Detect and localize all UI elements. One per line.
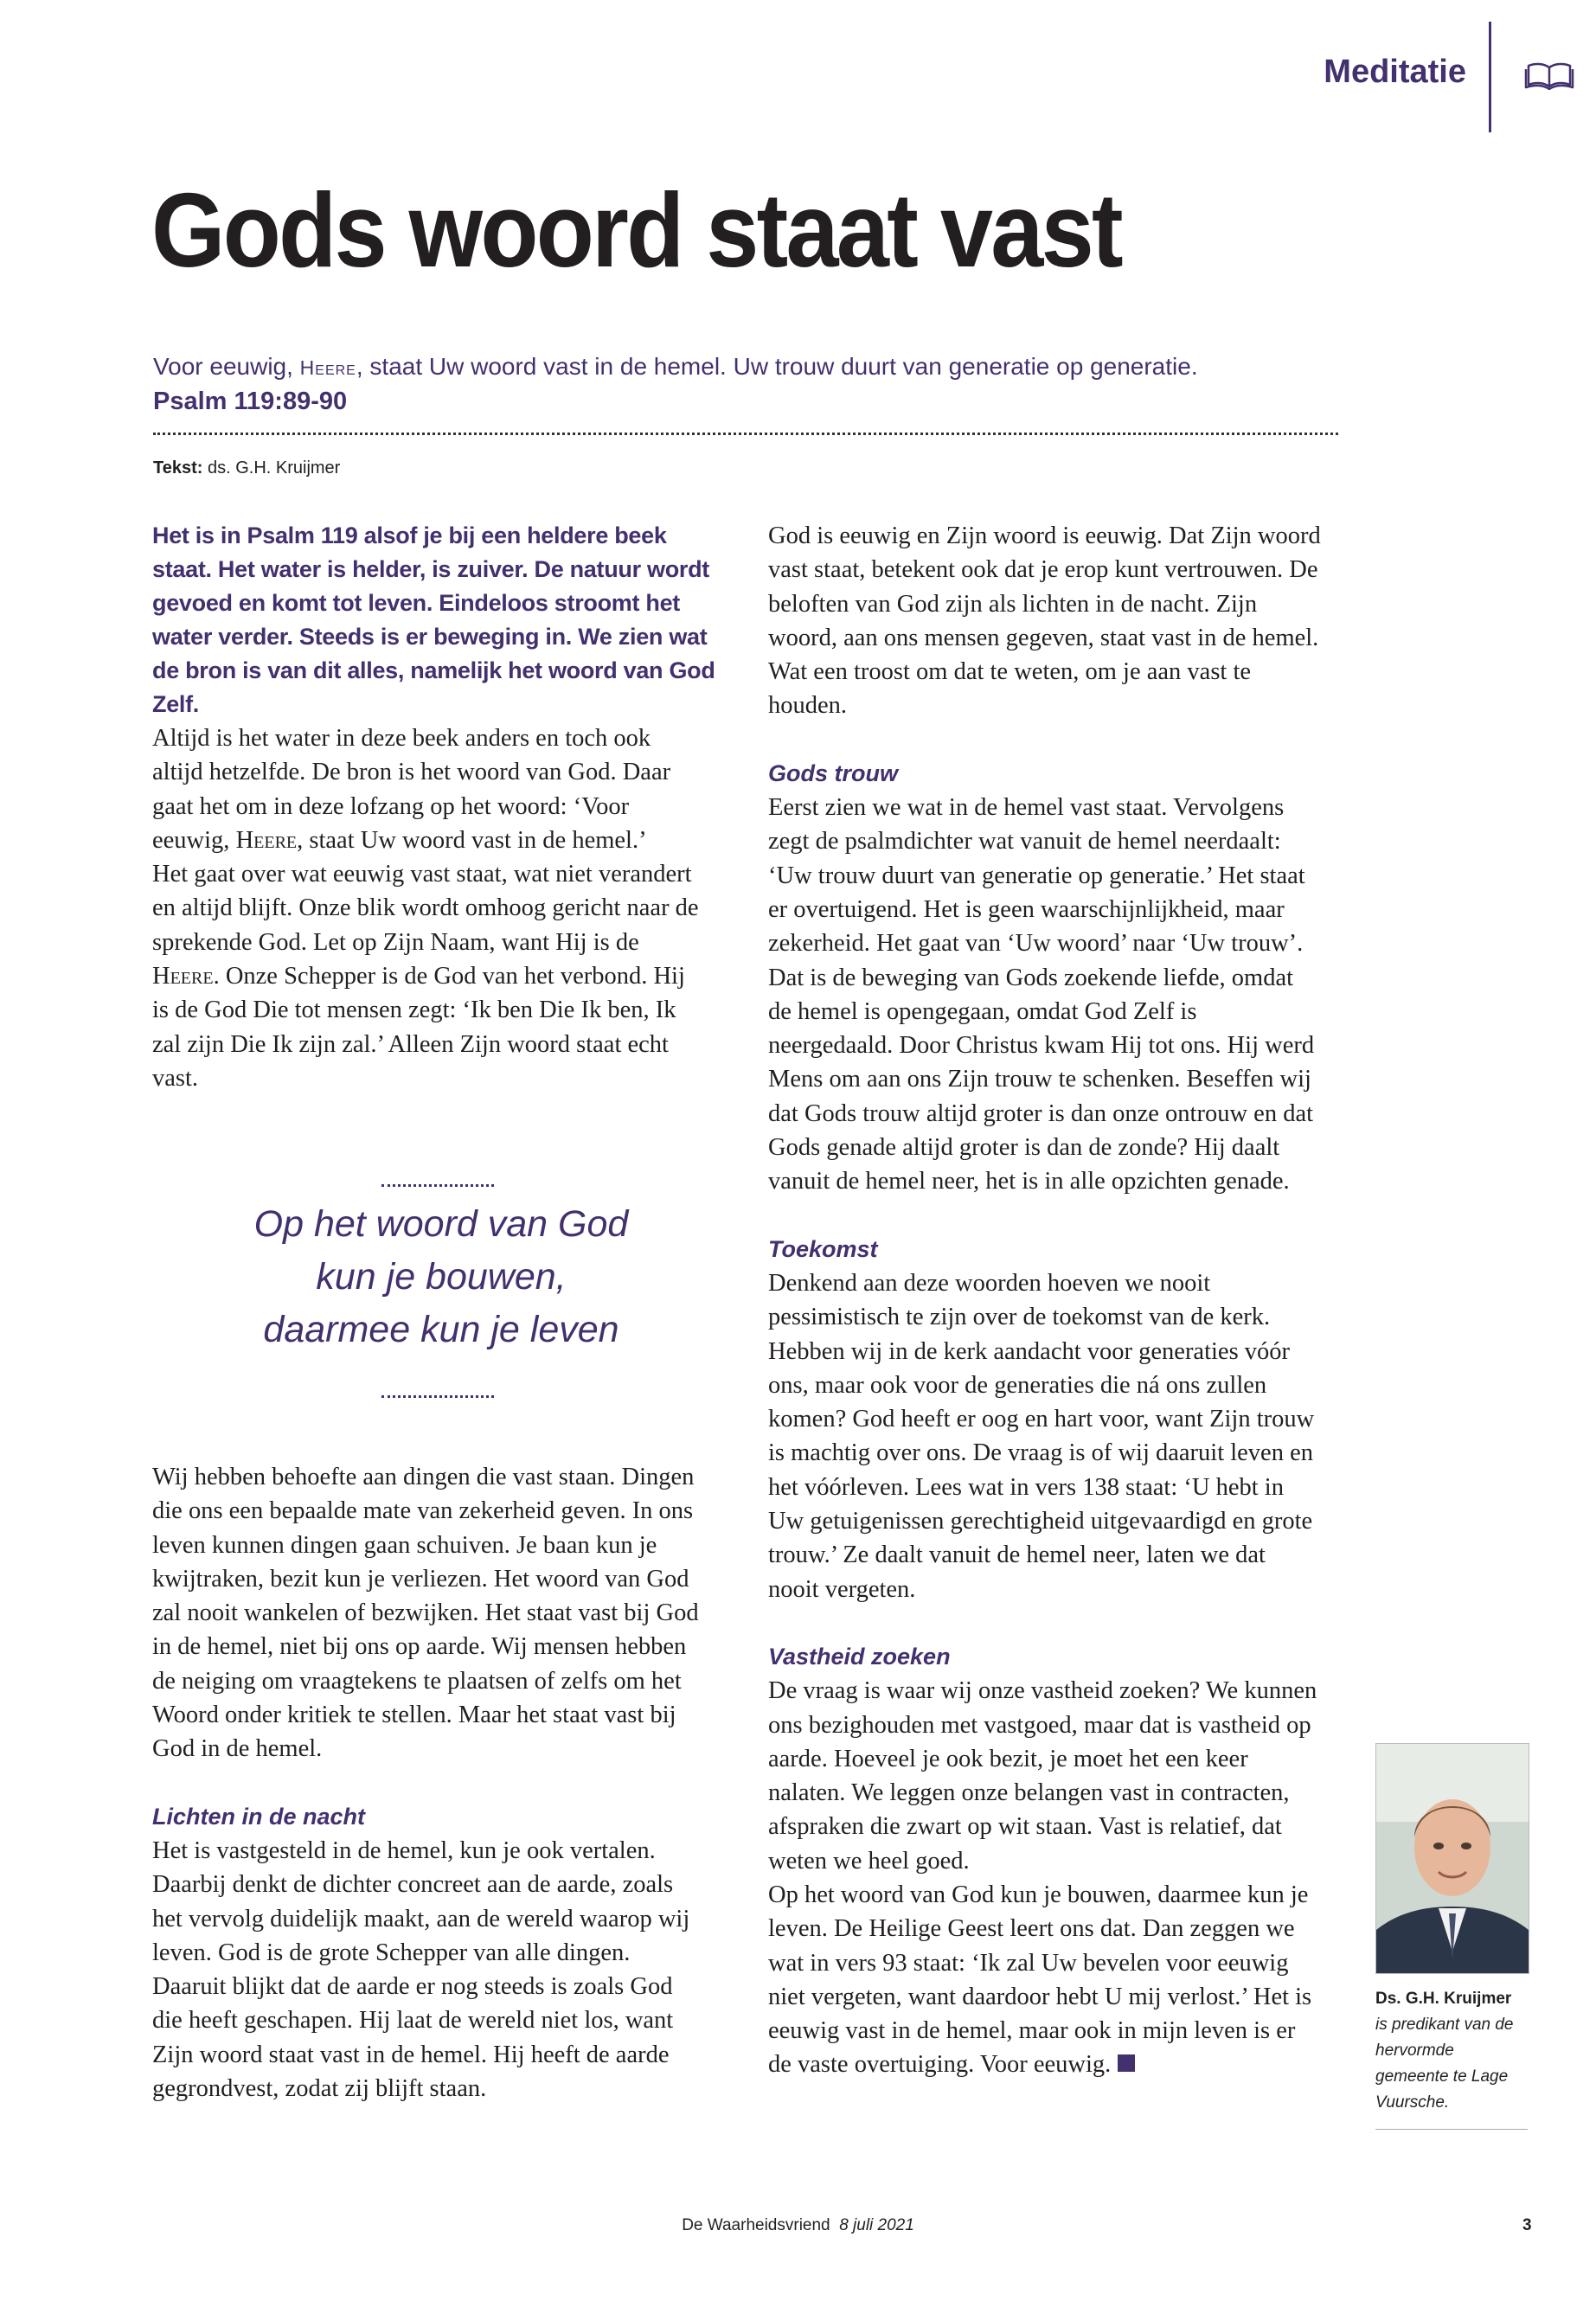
paragraph: Eerst zien we wat in de hemel vast staat. Vervolgens zegt de psalmdichter wat vanuit de hemel neerdaalt: ‘Uw trouw duurt van generatie op generatie.’ Het staat er overtuigend. Het is geen waarschijnlijkheid, maar zekerheid. Het gaat van ‘Uw woord’ naar ‘Uw trouw’. Dat is de beweging van Gods zoekende liefde, omdat de hemel is opengegaan, omdat God Zelf is neergedaald. Door Christus kwam Hij tot ons. Hij werd Mens om aan ons Zijn trouw te schenken. Beseffen wij dat Gods trouw altijd groter is dan onze ontrouw en dat Gods genade altijd groter is dan de zonde? Hij daalt vanuit de hemel neer, het is in alle opzichten genade. (768, 794, 1315, 1195)
text-run: . Onze Schepper is de God van het verbond. Hij is de God Die tot mensen zegt: ‘Ik ben Die Ik ben, Ik zal zijn Die Ik zijn zal.’ Alleen Zijn woord staat echt vast. (152, 963, 685, 1092)
paragraph (768, 1878, 1322, 2082)
author-name: Ds. G.H. Kruijmer (1375, 1990, 1512, 2008)
dotted-divider (153, 433, 1338, 435)
paragraph: Het is vastgesteld in de hemel, kun je ook vertalen. Daarbij denkt de dichter concreet aan de aarde, zoals het vervolg duidelijk maakt, aan de wereld waarop wij leven. God is de grote Schepper van alle dingen. Daaruit blijkt dat de aarde er nog steeds is zoals God die heeft geschapen. Hij laat de wereld niet los, want Zijn woord staat vast in de hemel. Hij heeft de aarde gegrondvest, zodat zij blijft staan. (152, 1836, 690, 2103)
lead-paragraph: Het is in Psalm 119 alsof je bij een heldere beek staat. Het water is helder, is zuiver. De natuur wordt gevoed en komt tot leven. Eindeloos stroomt het water verder. Steeds is er beweging in. We zien wat de bron is van dit alles, namelijk het woord van God Zelf. (152, 522, 715, 717)
epigraph (153, 349, 1198, 385)
lord-name: Heere (235, 826, 298, 854)
author-bio: is predikant van de hervormde gemeente te Lage Vuursche. (1375, 2016, 1514, 2112)
paragraph: Wij hebben behoefte aan dingen die vast staan. Dingen die ons een bepaalde mate van zekerheid geven. In ons leven kunnen dingen gaan schuiven. Je baan kun je kwijtraken, bezit kun je verliezen. Het woord van God zal nooit wankelen of bezwijken. Het staat vast bij God in de hemel, niet bij ons op aarde. Wij mensen hebben de neiging om vraagtekens te plaatsen of zelfs om het Woord onder kritiek te stellen. Maar het staat vast bij God in de hemel. (152, 1464, 699, 1763)
section-label: Meditatie (1324, 54, 1466, 90)
open-book-icon (1524, 61, 1574, 90)
subheading: Vastheid zoeken (768, 1643, 951, 1670)
byline-author: ds. G.H. Kruijmer (207, 458, 341, 478)
footer (0, 2216, 1596, 2235)
text-run: Altijd is het water in deze beek anders en toch ook altijd hetzelfde. De bron is het woord van God. Daar gaat het om in deze lofzang op het woord: ‘Voor eeuwig, (152, 725, 671, 854)
pullquote-line: Op het woord van God (253, 1203, 629, 1245)
column-1-top (152, 721, 706, 1095)
page-number: 3 (1522, 2216, 1532, 2234)
paragraph: Denkend aan deze woorden hoeven we nooit pessimistisch te zijn over de toekomst van de kerk. Hebben wij in de kerk aandacht voor generaties vóór ons, maar ook voor de generaties die ná ons zullen komen? God heeft er oog en hart voor, want Zijn trouw is machtig over ons. De vraag is of wij daaruit leven en het vóórleven. Lees wat in vers 138 staat: ‘U hebt in Uw getuigenissen gerechtigheid uitgevaardigd en grote trouw.’ Ze daalt vanuit de hemel neer, laten we dat nooit vergeten. (768, 1269, 1315, 1603)
byline (153, 458, 340, 478)
issue-date: 8 juli 2021 (839, 2216, 914, 2234)
subheading: Gods trouw (768, 760, 898, 786)
text-run: Het gaat over wat eeuwig vast staat, wat niet verandert en altijd blijft. Onze blik wordt omhoog gericht naar de sprekende God. Let op Zijn Naam, want Hij is de (152, 861, 699, 956)
paragraph (152, 721, 706, 857)
column-2 (768, 519, 1322, 2082)
pullquote-line: daarmee kun je leven (263, 1309, 619, 1350)
paragraph (152, 857, 706, 1095)
column-1-bottom (152, 1460, 706, 2106)
publication-name: De Waarheidsvriend (682, 2216, 830, 2234)
paragraph: God is eeuwig en Zijn woord is eeuwig. Dat Zijn woord vast staat, betekent ook dat je erop kunt vertrouwen. De beloften van God zijn als lichten in de nacht. Zijn woord, aan ons mensen gegeven, staat vast in de hemel. Wat een troost om dat te weten, om je aan vast te houden. (768, 522, 1321, 720)
epigraph-text-2: , staat Uw woord vast in de hemel. Uw trouw duurt van generatie op generatie. (356, 353, 1198, 380)
epigraph-text-1: Voor eeuwig, (153, 353, 300, 380)
epigraph-lord: Heere (299, 356, 356, 379)
author-photo (1375, 1743, 1529, 1974)
caption-divider (1375, 2129, 1528, 2130)
lord-name: Heere (152, 963, 214, 990)
end-mark (1118, 2054, 1135, 2072)
text-run: , staat Uw woord vast in de hemel.’ (297, 826, 647, 854)
text-run: Op het woord van God kun je bouwen, daarmee kun je leven. De Heilige Geest leert ons dat. Dan zeggen we wat in vers 93 staat: ‘Ik zal Uw bevelen voor eeuwig niet vergeten, want daardoor hebt U mij verlost.’ Het is eeuwig vast in de hemel, maar ook in mijn leven is er de vaste overtuiging. Voor eeuwig. (768, 1881, 1312, 2079)
section-divider (1489, 22, 1491, 132)
author-caption (1375, 1986, 1528, 2116)
subheading: Toekomst (768, 1235, 878, 1262)
pullquote (208, 1198, 675, 1356)
pullquote-line: kun je bouwen, (316, 1256, 567, 1298)
byline-label: Tekst: (153, 458, 203, 478)
epigraph-reference: Psalm 119:89-90 (153, 388, 348, 415)
pullquote-dots-bottom (381, 1395, 494, 1398)
paragraph: De vraag is waar wij onze vastheid zoeken? We kunnen ons bezighouden met vastgoed, maar dat is vastheid op aarde. Hoeveel je ook bezit, je moet het een keer nalaten. We leggen onze belangen vast in contracten, afspraken die zwart op wit staan. Vast is relatief, dat weten we heel goed. (768, 1677, 1317, 1875)
pullquote-dots-top (381, 1184, 494, 1187)
subheading: Lichten in de nacht (152, 1803, 366, 1830)
page-title: Gods woord staat vast (151, 171, 1121, 289)
